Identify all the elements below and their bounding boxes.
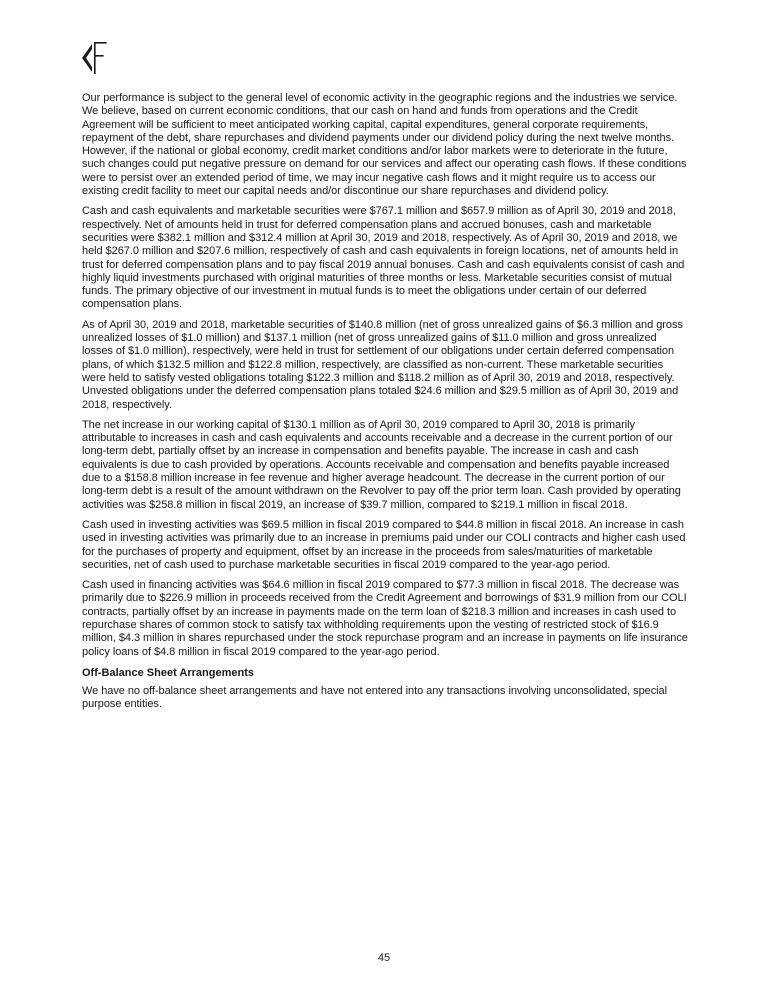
section-heading-off-balance: Off-Balance Sheet Arrangements: [82, 666, 254, 679]
paragraph-investing-activities: Cash used in investing activities was $69.5 million in fiscal 2019 compared to $44.8 million in fiscal 2018. An increase in cash used in investing activities was primarily due to an increase in premiums paid under our COLI contracts and higher cash used for the purchases of property and equipment, offset by an increase in the proceeds from sales/maturities of marketable securities, net of cash used to purchase marketable securities in fiscal 2019 compared to the year-ago period.: [82, 518, 686, 571]
paragraph-economic-conditions: Our performance is subject to the general level of economic activity in the geographic regions and the industries we service. We believe, based on current economic conditions, that our cash on hand and funds from operations and the Credit Agreement will be sufficient to meet anticipated working capital, capital expenditures, general corporate requirements, repayment of the debt, share repurchases and dividend payments under our dividend policy during the next twelve months. However, if the national or global economy, credit market conditions and/or labor markets were to deteriorate in the future, such changes could put negative pressure on demand for our services and affect our operating cash flows. If these conditions were to persist over an extended period of time, we may incur negative cash flows and it might require us to access our existing credit facility to meet our capital needs and/or discontinue our share repurchases and dividend policy.: [82, 92, 687, 198]
paragraph-marketable-securities: As of April 30, 2019 and 2018, marketable securities of $140.8 million (net of gross unrealized gains of $6.3 million and gross unrealized losses of $1.0 million) and $137.1 million (net of gross unrealized gains of $11.0 million and gross unrealized losses of $1.0 million), respectively, were held in trust for settlement of our obligations under certain deferred compensation plans, of which $132.5 million and $122.8 million, respectively, are classified as non-current. These marketable securities were held to satisfy vested obligations totaling $122.3 million and $118.2 million as of April 30, 2019 and 2018, respectively. Unvested obligations under the deferred compensation plans totaled $24.6 million and $29.5 million as of April 30, 2019 and 2018, respectively.: [82, 318, 683, 411]
korn-ferry-logo-icon: [82, 40, 108, 76]
page-number: 45: [377, 952, 391, 964]
document-body: [82, 92, 688, 718]
paragraph-cash-equivalents: Cash and cash equivalents and marketable securities were $767.1 million and $657.9 million as of April 30, 2019 and 2018, respectively. Net of amounts held in trust for deferred compensation plans and accrued bonuses, cash and marketable securities were $382.1 million and $312.4 million at April 30, 2019 and 2018, respectively. As of April 30, 2019 and 2018, we held $267.0 million and $207.6 million, respectively of cash and cash equivalents in foreign locations, net of amounts held in trust for deferred compensation plans and to pay fiscal 2019 annual bonuses. Cash and cash equivalents consist of cash and highly liquid investments purchased with original maturities of three months or less. Marketable securities consist of mutual funds. The primary objective of our investment in mutual funds is to meet the obligations under certain of our deferred compensation plans.: [82, 205, 685, 311]
paragraph-off-balance: We have no off-balance sheet arrangements and have not entered into any transactions involving unconsolidated, special purpose entities.: [82, 684, 668, 711]
paragraph-working-capital: The net increase in our working capital of $130.1 million as of April 30, 2019 compared to April 30, 2018 is primarily attributable to increases in cash and cash equivalents and accounts receivable and a decrease in the current portion of our long-term debt, partially offset by an increase in compensation and benefits payable. The increase in cash and cash equivalents is due to cash provided by operations. Accounts receivable and compensation and benefits payable increased due to a $158.8 million increase in fee revenue and higher average headcount. The decrease in the current portion of our long-term debt is a result of the amount withdrawn on the Revolver to pay off the prior term loan. Cash provided by operating activities was $258.8 million in fiscal 2019, an increase of $39.7 million, compared to $219.1 million in fiscal 2018.: [82, 418, 681, 511]
paragraph-financing-activities: Cash used in financing activities was $64.6 million in fiscal 2019 compared to $77.3 million in fiscal 2018. The decrease was primarily due to $226.9 million in proceeds received from the Credit Agreement and borrowings of $31.9 million from our COLI contracts, partially offset by an increase in payments made on the term loan of $218.3 million and increases in cash used to repurchase shares of common stock to satisfy tax withholding requirements upon the vesting of restricted stock of $16.9 million, $4.3 million in shares repurchased under the stock repurchase program and an increase in payments on life insurance policy loans of $4.8 million in fiscal 2019 compared to the year-ago period.: [82, 579, 688, 658]
